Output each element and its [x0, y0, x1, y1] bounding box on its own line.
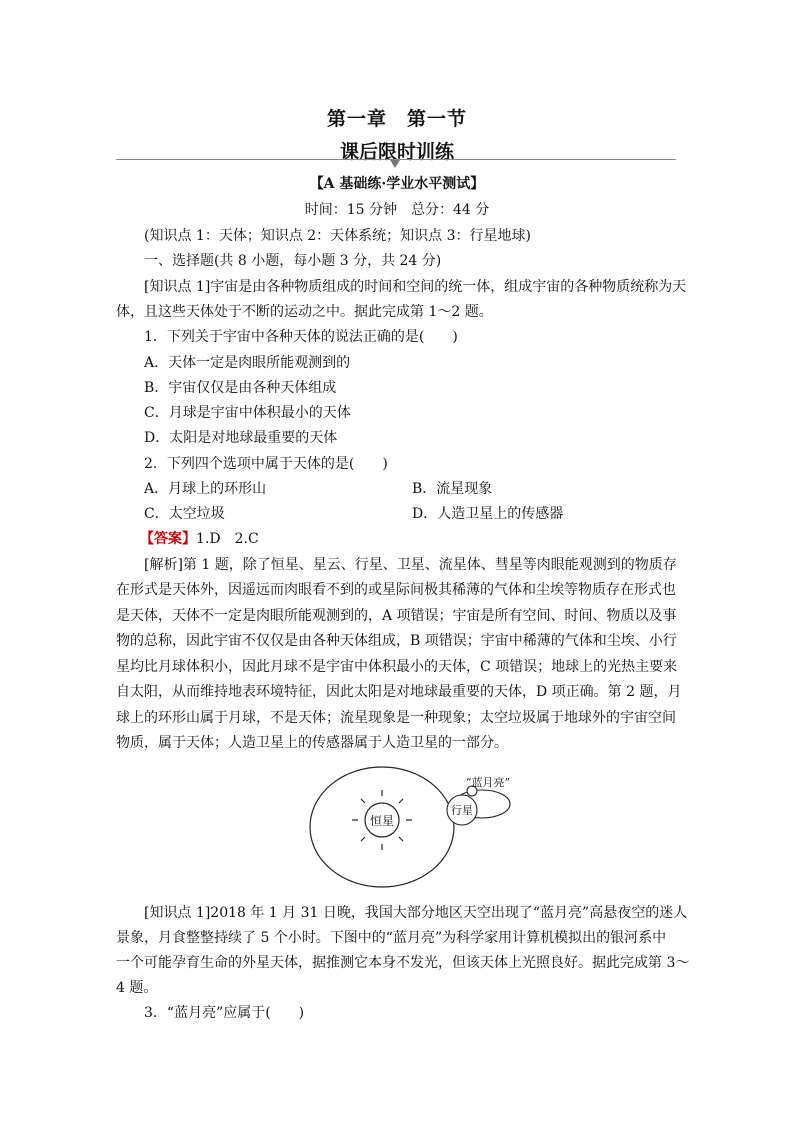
- analysis-line-6: 自太阳，从而维持地表环境特征，因此太阳是对地球最重要的天体，D 项正确。第 2 题，月: [116, 684, 682, 700]
- passage2-line-2: 景象，月食整整持续了 5 个小时。下图中的“蓝月亮”为科学家用计算机模拟出的银河系中: [116, 930, 667, 946]
- answer-line: [140, 529, 259, 549]
- q2-stem: 2．下列四个选项中属于天体的是( ): [144, 456, 388, 472]
- passage1-line1: [知识点 1]宇宙是由各种物质组成的时间和空间的统一体，组成宇宙的各种物质统称为天: [144, 279, 687, 295]
- blue-moon-label: “蓝月亮”: [465, 776, 511, 789]
- q3-stem: 3．“蓝月亮”应属于( ): [144, 1005, 305, 1021]
- analysis-line-3: 是天体，天体不一定是肉眼所能观测到的，A 项错误；宇宙是所有空间、时间、物质以及事: [116, 608, 677, 624]
- passage2-line-1: [知识点 1]2018 年 1 月 31 日晚，我国大部分地区天空出现了“蓝月亮”高悬夜空的迷人: [144, 905, 688, 921]
- passage2-line-4: 4 题。: [116, 980, 158, 996]
- divider-triangle-icon: [390, 160, 400, 168]
- q1-option-b: B．宇宙仅仅是由各种天体组成: [144, 380, 337, 396]
- q1-option-d: D．太阳是对地球最重要的天体: [144, 430, 338, 446]
- q1-option-a: A．天体一定是肉眼所能观测到的: [144, 355, 351, 371]
- q2-option-b: B．流星现象: [412, 481, 493, 497]
- passage1-line2: 体，且这些天体处于不断的运动之中。据此完成第 1～2 题。: [116, 304, 493, 320]
- analysis-line-7: 球上的环形山属于月球，不是天体；流星现象是一种现象；太空垃圾属于地球外的宇宙空间: [116, 710, 676, 726]
- q1-stem: 1．下列关于宇宙中各种天体的说法正确的是( ): [144, 329, 458, 345]
- level-label: 【A 基础练·学业水平测试】: [309, 176, 485, 192]
- analysis-line-2: 在形式是天体外，因遥远而肉眼看不到的或星际间极其稀薄的气体和尘埃等物质存在形式也: [116, 582, 676, 598]
- analysis-line-4: 物的总称，因此宇宙不仅仅是由各种天体组成，B 项错误；宇宙中稀薄的气体和尘埃、小行: [116, 633, 677, 649]
- section-heading: 一、选择题(共 8 小题，每小题 3 分，共 24 分): [144, 253, 442, 269]
- planet-label: 行星: [451, 804, 473, 817]
- chapter-title: 第一章 第一节: [326, 108, 467, 130]
- answer-label: 【答案】: [140, 531, 196, 547]
- analysis-line-1: [解析]第 1 题，除了恒星、星云、行星、卫星、流星体、彗星等肉眼能观测到的物质存: [144, 557, 677, 573]
- knowledge-points: (知识点 1：天体；知识点 2：天体系统；知识点 3：行星地球): [144, 228, 531, 244]
- q2-option-c: C．太空垃圾: [144, 506, 225, 522]
- analysis-line-8: 物质，属于天体；人造卫星上的传感器属于人造卫星的一部分。: [116, 735, 508, 751]
- star-label: 恒星: [369, 814, 395, 828]
- analysis-line-5: 星均比月球体积小，因此月球不是宇宙中体积最小的天体，C 项错误；地球上的光热主要来: [116, 659, 678, 675]
- orbit-diagram: [300, 762, 540, 892]
- passage2-line-3: 一个可能孕育生命的外星天体，据推测它本身不发光，但该天体上光照良好。据此完成第 3～: [116, 955, 690, 971]
- q1-option-c: C．月球是宇宙中体积最小的天体: [144, 405, 351, 421]
- q2-option-d: D．人造卫星上的传感器: [412, 506, 564, 522]
- time-score: 时间：15 分钟 总分：44 分: [304, 202, 490, 218]
- answer-text: 1.D 2.C: [196, 531, 259, 547]
- q2-option-a: A．月球上的环形山: [144, 481, 267, 497]
- section-title: 课后限时训练: [339, 141, 454, 163]
